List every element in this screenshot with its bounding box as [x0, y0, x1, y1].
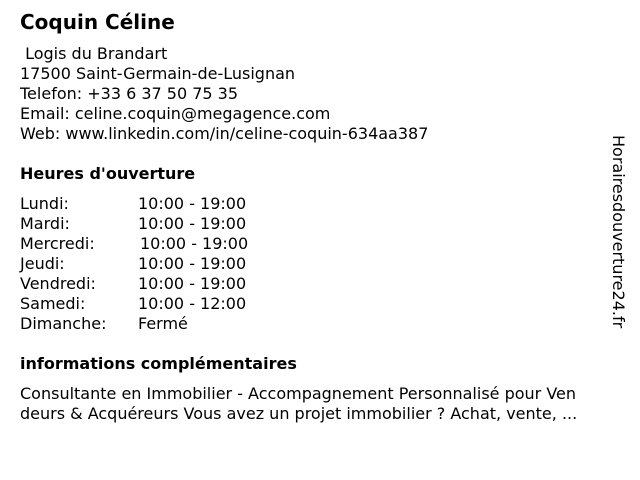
hours-row-wednesday: [20, 234, 248, 254]
description-line: Consultante en Immobilier - Accompagnement Personnalisé pour Ven: [20, 384, 577, 403]
day-label: Mercredi:: [20, 234, 95, 253]
day-label: Dimanche:: [20, 314, 107, 333]
hours-row-saturday: [20, 294, 248, 314]
address-street: Logis du Brandart: [20, 44, 168, 63]
time-value: 10:00 - 19:00: [140, 234, 249, 253]
contact-block: [20, 44, 428, 144]
opening-hours-heading: Heures d'ouverture: [20, 164, 196, 183]
hours-row-friday: [20, 274, 248, 294]
hours-row-sunday: [20, 314, 248, 334]
additional-info-heading: informations complémentaires: [20, 354, 297, 373]
day-label: Samedi:: [20, 294, 86, 313]
time-value: 10:00 - 19:00: [138, 214, 247, 233]
time-value: Fermé: [138, 314, 188, 333]
phone-number: Telefon: +33 6 37 50 75 35: [20, 84, 239, 103]
day-label: Jeudi:: [20, 254, 65, 273]
business-name: Coquin Céline: [20, 10, 175, 34]
website-url: Web: www.linkedin.com/in/celine-coquin-634aa387: [20, 124, 429, 143]
day-label: Mardi:: [20, 214, 70, 233]
opening-hours-table: [20, 194, 248, 334]
site-watermark: Horairesdouverture24.fr: [609, 135, 628, 329]
time-value: 10:00 - 12:00: [138, 294, 247, 313]
time-value: 10:00 - 19:00: [138, 254, 247, 273]
day-label: Lundi:: [20, 194, 69, 213]
hours-row-tuesday: [20, 214, 248, 234]
hours-row-monday: [20, 194, 248, 214]
additional-info-text: [20, 356, 630, 424]
time-value: 10:00 - 19:00: [138, 274, 247, 293]
description-line: deurs & Acquéreurs Vous avez un projet immobilier ? Achat, vente, ...: [20, 404, 578, 423]
day-label: Vendredi:: [20, 274, 96, 293]
address-city: 17500 Saint-Germain-de-Lusignan: [20, 64, 296, 83]
time-value: 10:00 - 19:00: [138, 194, 247, 213]
email-address: Email: celine.coquin@megagence.com: [20, 104, 331, 123]
hours-row-thursday: [20, 254, 248, 274]
